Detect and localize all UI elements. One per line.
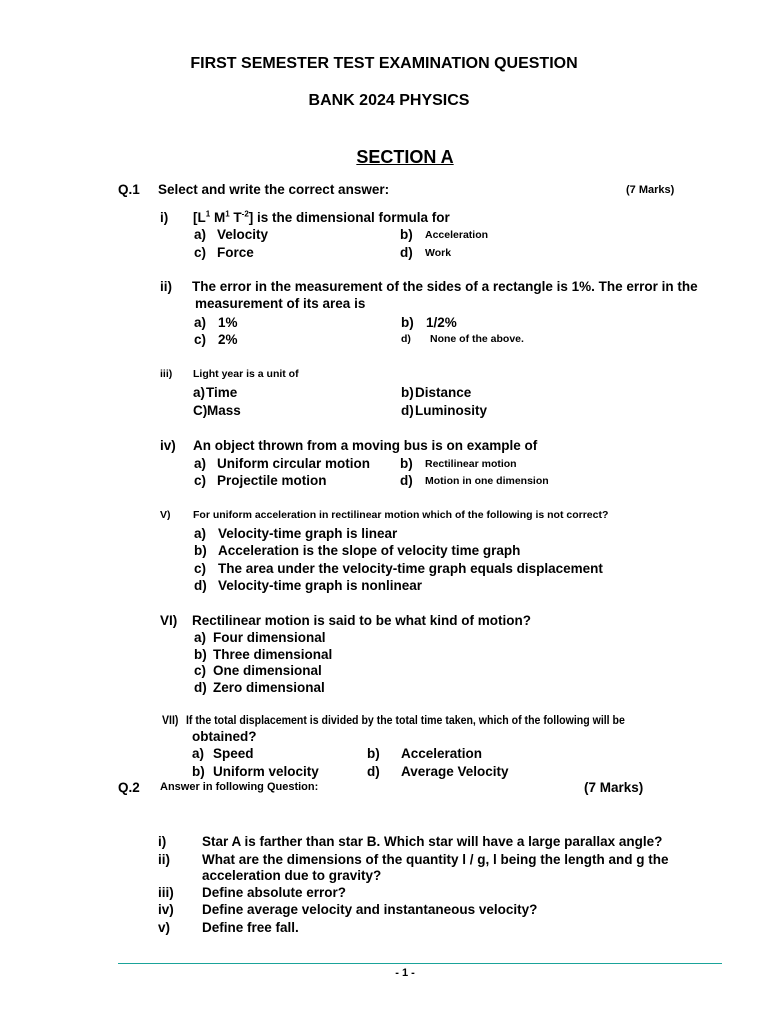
q1-vi-number: VI)	[160, 613, 178, 628]
option-text: Time	[206, 385, 238, 400]
option-text: Acceleration	[425, 229, 489, 241]
q1-vii-question-line2: obtained?	[192, 729, 257, 744]
option-text: Distance	[415, 385, 472, 400]
q1-ii-question-line1: The error in the measurement of the sides of a rectangle is 1%. The error in the	[192, 279, 698, 294]
option-text: 1%	[218, 315, 238, 330]
option-text: Four dimensional	[213, 630, 326, 645]
option-label: d)	[367, 764, 380, 779]
option-label: c)	[194, 561, 207, 576]
option-label: b)	[194, 647, 207, 662]
q2-item-number: i)	[158, 834, 167, 849]
section-heading: SECTION A	[356, 147, 454, 167]
option-label: a)	[193, 385, 206, 400]
q1-instruction: Select and write the correct answer:	[158, 182, 390, 197]
q1-vi-question: Rectilinear motion is said to be what kind of motion?	[192, 613, 532, 628]
q1-v-number: V)	[160, 509, 171, 521]
option-text: Three dimensional	[213, 647, 333, 662]
option-text: Motion in one dimension	[425, 475, 549, 487]
q1-iii-question: Light year is a unit of	[193, 368, 299, 380]
q2-number: Q.2	[118, 780, 140, 795]
q1-ii-number: ii)	[160, 279, 172, 294]
option-text: None of the above.	[430, 333, 524, 345]
option-text: Rectilinear motion	[425, 458, 517, 470]
q2-instruction: Answer in following Question:	[160, 781, 319, 793]
option-text: Acceleration	[401, 746, 483, 761]
option-text: Uniform circular motion	[217, 456, 371, 471]
q1-vii-question-line1: If the total displacement is divided by the total time taken, which of the following will be	[186, 713, 625, 727]
footer-divider	[118, 963, 722, 964]
option-label: b)	[401, 315, 414, 330]
q1-number: Q.1	[118, 182, 140, 197]
option-label: a)	[194, 630, 207, 645]
q1-iv-question: An object thrown from a moving bus is on example of	[193, 438, 538, 453]
option-label: C)	[193, 403, 208, 418]
option-label: b)	[401, 385, 414, 400]
option-text: The area under the velocity-time graph equals displacement	[218, 561, 603, 576]
q2-item-number: iv)	[158, 902, 174, 917]
option-label: d)	[194, 578, 207, 593]
option-text: One dimensional	[213, 663, 322, 678]
option-label: c)	[194, 332, 207, 347]
q2-marks: (7 Marks)	[584, 780, 644, 795]
option-text: Luminosity	[415, 403, 488, 418]
option-text: Force	[217, 245, 254, 260]
option-label: d)	[400, 473, 413, 488]
option-label: c)	[194, 473, 207, 488]
option-label: d)	[194, 680, 207, 695]
option-text: Work	[425, 247, 452, 259]
option-text: Uniform velocity	[213, 764, 319, 779]
option-label: a)	[194, 526, 207, 541]
option-label: a)	[194, 315, 207, 330]
option-label: b)	[367, 746, 380, 761]
option-label: b)	[192, 764, 205, 779]
option-label: a)	[194, 227, 207, 242]
title-line-1: FIRST SEMESTER TEST EXAMINATION QUESTION	[190, 55, 578, 72]
q1-i-number: i)	[160, 210, 169, 225]
option-text: Velocity	[217, 227, 269, 242]
q2-item-number: iii)	[158, 885, 174, 900]
option-label: a)	[192, 746, 205, 761]
page-number: - 1 -	[395, 967, 415, 979]
q2-item-number: ii)	[158, 852, 170, 867]
q2-item-text: Define absolute error?	[202, 885, 347, 900]
option-label: a)	[194, 456, 207, 471]
option-text: Mass	[207, 403, 241, 418]
q1-i-question: [$L^1$ $M^1$ $T^{-2}$] is the dimensional formula for	[193, 209, 450, 225]
option-text: 1/2%	[426, 315, 457, 330]
option-text: Acceleration is the slope of velocity time graph	[218, 543, 521, 558]
option-text: Velocity-time graph is nonlinear	[218, 578, 423, 593]
q2-item-text: Define average velocity and instantaneous velocity?	[202, 902, 538, 917]
q2-item-text: What are the dimensions of the quantity l / g, l being the length and g the	[202, 852, 669, 867]
option-text: Projectile motion	[217, 473, 327, 488]
q2-item-text: Star A is farther than star B. Which star will have a large parallax angle?	[202, 834, 663, 849]
title-line-2: BANK 2024 PHYSICS	[308, 92, 470, 109]
q1-v-question: For uniform acceleration in rectilinear motion which of the following is not correct?	[193, 509, 609, 521]
q1-iv-number: iv)	[160, 438, 176, 453]
q2-item-text: acceleration due to gravity?	[202, 868, 382, 883]
option-label: c)	[194, 245, 207, 260]
q1-ii-question-line2: measurement of its area is	[195, 296, 366, 311]
q1-vii-number: VII)	[162, 713, 179, 727]
option-label: d)	[400, 245, 413, 260]
option-label: c)	[194, 663, 207, 678]
option-label: d)	[401, 403, 414, 418]
option-label: b)	[400, 456, 413, 471]
q1-iii-number: iii)	[160, 368, 173, 380]
option-text: Zero dimensional	[213, 680, 325, 695]
option-text: Velocity-time graph is linear	[218, 526, 398, 541]
q1-marks: (7 Marks)	[626, 184, 675, 196]
option-label: b)	[400, 227, 413, 242]
option-text: Speed	[213, 746, 254, 761]
option-label: b)	[194, 543, 207, 558]
option-text: 2%	[218, 332, 238, 347]
option-label: d)	[401, 333, 411, 345]
option-text: Average Velocity	[401, 764, 509, 779]
q2-item-text: Define free fall.	[202, 920, 299, 935]
q2-item-number: v)	[158, 920, 171, 935]
